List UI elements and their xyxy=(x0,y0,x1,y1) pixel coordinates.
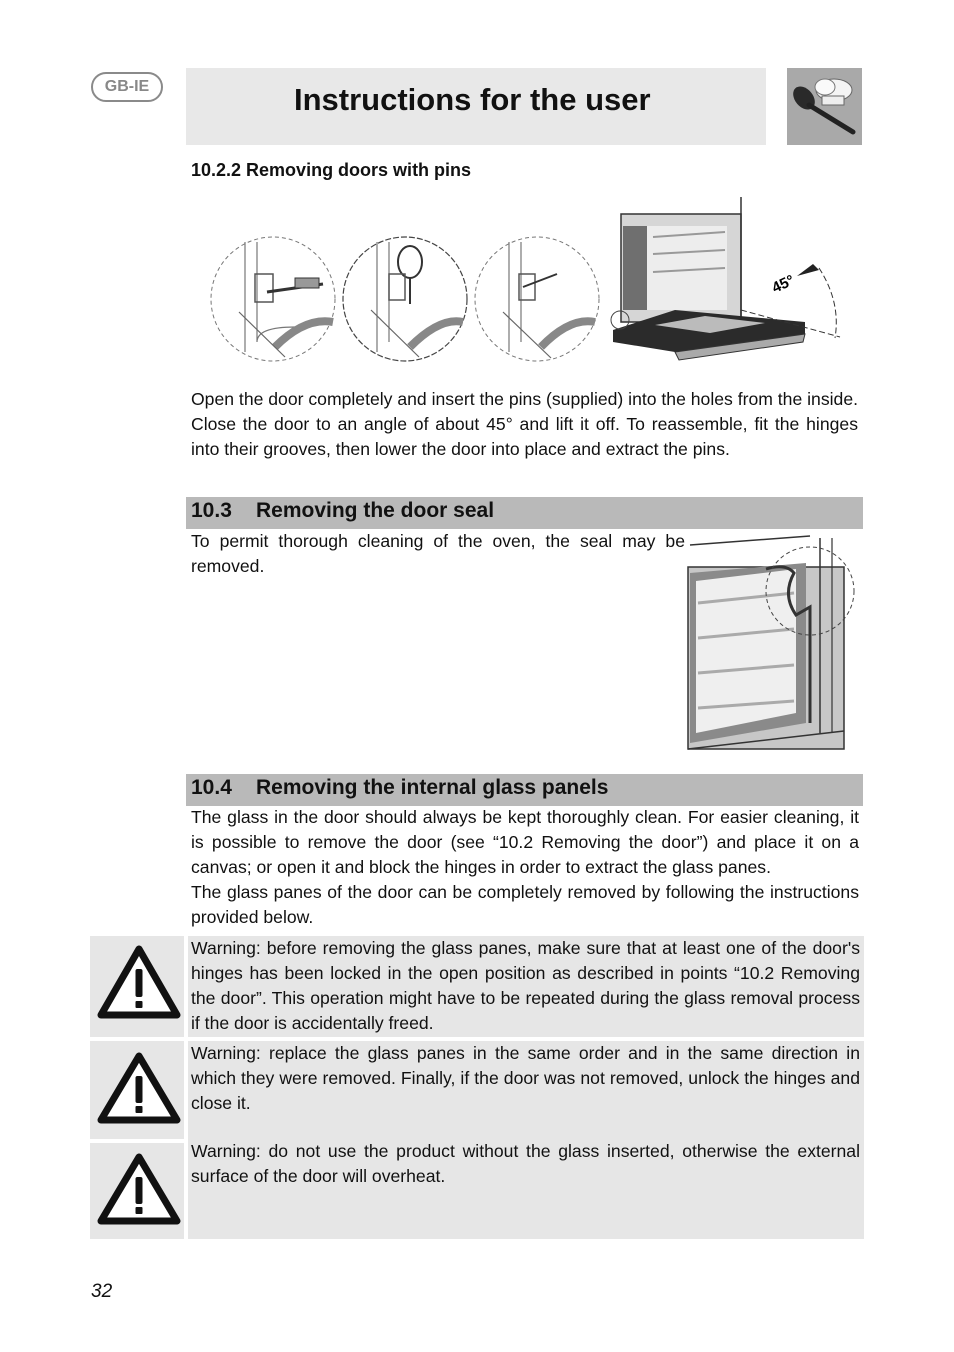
pin-detail-circle-2 xyxy=(343,237,467,361)
chef-spoon-icon xyxy=(787,68,862,145)
page-number: 32 xyxy=(91,1281,113,1302)
warning-icon-box-3 xyxy=(90,1143,184,1239)
warning-text-3: Warning: do not use the product without the glass inserted, otherwise the external surface of the door will overheat. xyxy=(188,1139,864,1239)
angle-label: 45° xyxy=(769,271,798,297)
pins-instructions-text: Open the door completely and insert the pins (supplied) into the holes from the inside. Close the door to an angle of about 45° and lift it off. To reassemble, fit the hinges into their grooves, then lower the door into place and extract the pins. xyxy=(191,389,858,459)
warning-text-1: Warning: before removing the glass panes, make sure that at least one of the door's hinges has been locked in the open position as described in points “10.2 Removing the door”. This operation might have to be repeated during the glass removal process if the door is accidentally freed. xyxy=(188,936,864,1037)
glass-panels-text xyxy=(191,805,859,930)
glass-panels-paragraph-1: The glass in the door should always be kept thoroughly clean. For easier cleaning, it is possible to remove the door (see “10.2 Removing the door”) and place it on a canvas; or open it and block the hinges in order to extract the glass panes. xyxy=(191,807,859,877)
door-seal-illustration xyxy=(686,533,858,751)
section-heading-10-4 xyxy=(186,774,863,806)
section-heading-10-3 xyxy=(186,497,863,529)
page-title: Instructions for the user xyxy=(294,82,651,117)
warning-icon-box-1 xyxy=(90,936,184,1037)
warning-icon-box-2 xyxy=(90,1041,184,1139)
oven-open-door xyxy=(611,197,840,360)
pin-detail-circle-3 xyxy=(475,237,599,361)
subsection-heading-10-2-2: 10.2.2 Removing doors with pins xyxy=(191,160,472,180)
section-number: 10.3 xyxy=(191,499,232,522)
language-badge: GB-IE xyxy=(91,72,163,102)
warning-text-2: Warning: replace the glass panes in the same order and in the same direction in which they were removed. Finally, if the door was not removed, unlock the hinges and close it. xyxy=(188,1041,864,1139)
warning-triangle-icon xyxy=(90,1041,184,1139)
door-pins-illustration xyxy=(205,192,855,367)
door-seal-text: To permit thorough cleaning of the oven, the seal may be removed. xyxy=(191,531,685,576)
glass-panels-paragraph-2: The glass panes of the door can be completely removed by following the instructions provided below. xyxy=(191,882,859,927)
section-number: 10.4 xyxy=(191,776,232,799)
section-title: Removing the door seal xyxy=(256,499,495,522)
warning-triangle-icon xyxy=(90,1143,184,1239)
pin-detail-circle-1 xyxy=(211,237,335,361)
warning-triangle-icon xyxy=(90,936,184,1037)
section-title: Removing the internal glass panels xyxy=(256,776,609,799)
